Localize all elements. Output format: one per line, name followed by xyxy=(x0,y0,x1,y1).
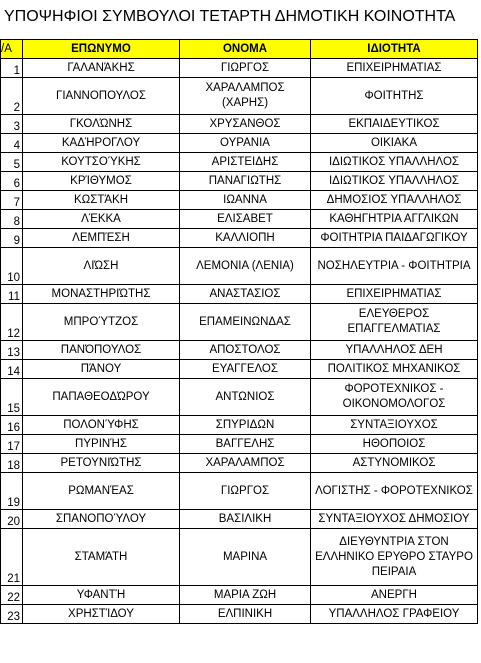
row-surname: ΓΑΛΑΝΆΚΗΣ xyxy=(23,59,180,78)
row-name: ΧΡΥΣΑΝΘΟΣ xyxy=(180,115,311,134)
table-row xyxy=(1,510,478,529)
row-number: 16 xyxy=(1,416,23,435)
row-name: ΒΑΣΙΛΙΚΗ xyxy=(180,510,311,529)
row-number: 4 xyxy=(1,134,23,153)
row-name: ΕΠΑΜΕΙΝΩΝΔΑΣ xyxy=(180,304,311,341)
row-number: 3 xyxy=(1,115,23,134)
row-number: 14 xyxy=(1,360,23,379)
table-row xyxy=(1,59,478,78)
header-occupation: ΙΔΙΟΤΗΤΑ xyxy=(311,40,478,59)
table-row xyxy=(1,285,478,304)
row-occupation: ΣΥΝΤΑΞΙΟΥΧΟΣ xyxy=(311,416,478,435)
row-surname: ΠΆΝΟΥ xyxy=(23,360,180,379)
table-row xyxy=(1,416,478,435)
row-occupation: ΦΟΡΟΤΕΧΝΙΚΟΣ - ΟΙΚΟΝΟΜΟΛΟΓΟΣ xyxy=(311,379,478,416)
row-surname: ΠΑΠΑΘΕΟΔΏΡΟΥ xyxy=(23,379,180,416)
row-name: ΛΕΜΟΝΙΑ (ΛΕΝΙΑ) xyxy=(180,248,311,285)
row-surname: ΚΡΊΘΥΜΟΣ xyxy=(23,172,180,191)
row-name: ΓΙΩΡΓΟΣ xyxy=(180,59,311,78)
row-name: ΑΠΟΣΤΟΛΟΣ xyxy=(180,341,311,360)
table-row xyxy=(1,210,478,229)
row-surname: ΣΤΑΜΆΤΗ xyxy=(23,529,180,586)
row-surname: ΛΕΜΠΈΣΗ xyxy=(23,229,180,248)
row-number: 20 xyxy=(1,510,23,529)
row-occupation: ΦΟΙΤΗΤΡΙΑ ΠΑΙΔΑΓΩΓΙΚΟΥ xyxy=(311,229,478,248)
row-surname: ΧΡΗΣΤΊΔΟΥ xyxy=(23,605,180,624)
table-row xyxy=(1,191,478,210)
row-surname: ΡΩΜΑΝΈΑΣ xyxy=(23,473,180,510)
table-row xyxy=(1,115,478,134)
page-title: ΥΠΟΨΗΦΙΟΙ ΣΥΜΒΟΥΛΟΙ ΤΕΤΑΡΤΗ ΔΗΜΟΤΙΚΗ ΚΟΙΝΟΤΗΤΑ xyxy=(4,8,456,25)
row-name: ΠΑΝΑΓΙΩΤΗΣ xyxy=(180,172,311,191)
table-row xyxy=(1,153,478,172)
candidates-table xyxy=(0,39,478,624)
row-occupation: ΑΝΕΡΓΗ xyxy=(311,586,478,605)
row-number: 12 xyxy=(1,304,23,341)
row-occupation: ΙΔΙΩΤΙΚΟΣ ΥΠΑΛΛΗΛΟΣ xyxy=(311,153,478,172)
table-row xyxy=(1,134,478,153)
table-row xyxy=(1,248,478,285)
row-name: ΓΙΩΡΓΟΣ xyxy=(180,473,311,510)
row-occupation: ΔΙΕΥΘΥΝΤΡΙΑ ΣΤΟΝ ΕΛΛΗΝΙΚΟ ΕΡΥΘΡΟ ΣΤΑΥΡΟ ΠΕΙΡΑΙΑ xyxy=(311,529,478,586)
table-row xyxy=(1,435,478,454)
row-surname: ΜΠΡΟΎΤΖΟΣ xyxy=(23,304,180,341)
row-name: ΟΥΡΑΝΙΑ xyxy=(180,134,311,153)
row-occupation: ΛΟΓΙΣΤΗΣ - ΦΟΡΟΤΕΧΝΙΚΟΣ xyxy=(311,473,478,510)
row-number: 19 xyxy=(1,473,23,510)
row-surname: ΡΕΤΟΥΝΙΏΤΗΣ xyxy=(23,454,180,473)
row-number: 10 xyxy=(1,248,23,285)
row-name: ΚΑΛΛΙΟΠΗ xyxy=(180,229,311,248)
row-name: ΑΝΑΣΤΑΣΙΟΣ xyxy=(180,285,311,304)
table-row xyxy=(1,379,478,416)
table-row xyxy=(1,304,478,341)
row-name: ΒΑΓΓΕΛΗΣ xyxy=(180,435,311,454)
row-number: 9 xyxy=(1,229,23,248)
row-name: ΧΑΡΑΛΑΜΠΟΣ xyxy=(180,454,311,473)
table-row xyxy=(1,529,478,586)
table-row xyxy=(1,229,478,248)
table-row xyxy=(1,341,478,360)
table-row xyxy=(1,454,478,473)
row-occupation: ΟΙΚΙΑΚΑ xyxy=(311,134,478,153)
row-name: ΜΑΡΙΑ ΖΩΗ xyxy=(180,586,311,605)
table-row xyxy=(1,473,478,510)
row-number: 2 xyxy=(1,78,23,115)
row-name: ΑΝΤΩΝΙΟΣ xyxy=(180,379,311,416)
row-number: 22 xyxy=(1,586,23,605)
row-occupation: ΙΔΙΩΤΙΚΟΣ ΥΠΑΛΛΗΛΟΣ xyxy=(311,172,478,191)
row-number: 15 xyxy=(1,379,23,416)
row-number: 18 xyxy=(1,454,23,473)
row-occupation: ΥΠΑΛΛΗΛΟΣ ΔΕΗ xyxy=(311,341,478,360)
row-surname: ΚΩΣΤΆΚΗ xyxy=(23,191,180,210)
row-occupation: ΚΑΘΗΓΗΤΡΙΑ ΑΓΓΛΙΚΩΝ xyxy=(311,210,478,229)
table-row xyxy=(1,172,478,191)
row-occupation: ΝΟΣΗΛΕΥΤΡΙΑ - ΦΟΙΤΗΤΡΙΑ xyxy=(311,248,478,285)
row-occupation: ΠΟΛΙΤΙΚΟΣ ΜΗΧΑΝΙΚΟΣ xyxy=(311,360,478,379)
header-number: /A xyxy=(1,40,23,59)
row-number: 13 xyxy=(1,341,23,360)
table-row xyxy=(1,360,478,379)
row-occupation: ΕΚΠΑΙΔΕΥΤΙΚΟΣ xyxy=(311,115,478,134)
row-number: 7 xyxy=(1,191,23,210)
row-number: 5 xyxy=(1,153,23,172)
row-surname: ΣΠΑΝΟΠΟΎΛΟΥ xyxy=(23,510,180,529)
table-row xyxy=(1,586,478,605)
row-number: 17 xyxy=(1,435,23,454)
row-name: ΜΑΡΙΝΑ xyxy=(180,529,311,586)
row-number: 21 xyxy=(1,529,23,586)
row-surname: ΠΥΡΙΝΉΣ xyxy=(23,435,180,454)
row-number: 6 xyxy=(1,172,23,191)
row-occupation: ΕΛΕΥΘΕΡΟΣ ΕΠΑΓΓΕΛΜΑΤΙΑΣ xyxy=(311,304,478,341)
row-occupation: ΣΥΝΤΑΞΙΟΥΧΟΣ ΔΗΜΟΣΙΟΥ xyxy=(311,510,478,529)
row-surname: ΓΚΟΛΏΝΗΣ xyxy=(23,115,180,134)
row-occupation: ΥΠΑΛΛΗΛΟΣ ΓΡΑΦΕΙΟΥ xyxy=(311,605,478,624)
row-surname: ΠΟΛΟΝΎΦΗΣ xyxy=(23,416,180,435)
row-name: ΑΡΙΣΤΕΙΔΗΣ xyxy=(180,153,311,172)
header-name: ΟΝΟΜΑ xyxy=(180,40,311,59)
table-header-row xyxy=(1,40,478,59)
row-occupation: ΔΗΜΟΣΙΟΣ ΥΠΑΛΛΗΛΟΣ xyxy=(311,191,478,210)
row-name: ΣΠΥΡΙΔΩΝ xyxy=(180,416,311,435)
row-surname: ΛΈΚΚΑ xyxy=(23,210,180,229)
row-name: ΙΩΑΝΝΑ xyxy=(180,191,311,210)
row-occupation: ΗΘΟΠΟΙΟΣ xyxy=(311,435,478,454)
row-surname: ΛΙΏΣΗ xyxy=(23,248,180,285)
row-surname: ΚΟΥΤΣΟΎΚΗΣ xyxy=(23,153,180,172)
row-name: ΕΛΠΙΝΙΚΗ xyxy=(180,605,311,624)
row-name: ΕΛΙΣΑΒΕΤ xyxy=(180,210,311,229)
row-surname: ΠΑΝΌΠΟΥΛΟΣ xyxy=(23,341,180,360)
row-number: 8 xyxy=(1,210,23,229)
row-surname: ΚΑΔΉΡΟΓΛΟΥ xyxy=(23,134,180,153)
header-surname: ΕΠΩΝΥΜΟ xyxy=(23,40,180,59)
table-row xyxy=(1,605,478,624)
row-name: ΧΑΡΑΛΑΜΠΟΣ (ΧΑΡΗΣ) xyxy=(180,78,311,115)
row-surname: ΓΙΑΝΝΟΠΟΥΛΟΣ xyxy=(23,78,180,115)
table-row xyxy=(1,78,478,115)
row-number: 11 xyxy=(1,285,23,304)
row-number: 23 xyxy=(1,605,23,624)
row-number: 1 xyxy=(1,59,23,78)
row-occupation: ΕΠΙΧΕΙΡΗΜΑΤΙΑΣ xyxy=(311,285,478,304)
row-occupation: ΑΣΤΥΝΟΜΙΚΟΣ xyxy=(311,454,478,473)
row-surname: ΜΟΝΑΣΤΗΡΙΏΤΗΣ xyxy=(23,285,180,304)
row-name: ΕΥΑΓΓΕΛΟΣ xyxy=(180,360,311,379)
row-occupation: ΦΟΙΤΗΤΗΣ xyxy=(311,78,478,115)
row-surname: ΥΦΑΝΤΉ xyxy=(23,586,180,605)
row-occupation: ΕΠΙΧΕΙΡΗΜΑΤΙΑΣ xyxy=(311,59,478,78)
